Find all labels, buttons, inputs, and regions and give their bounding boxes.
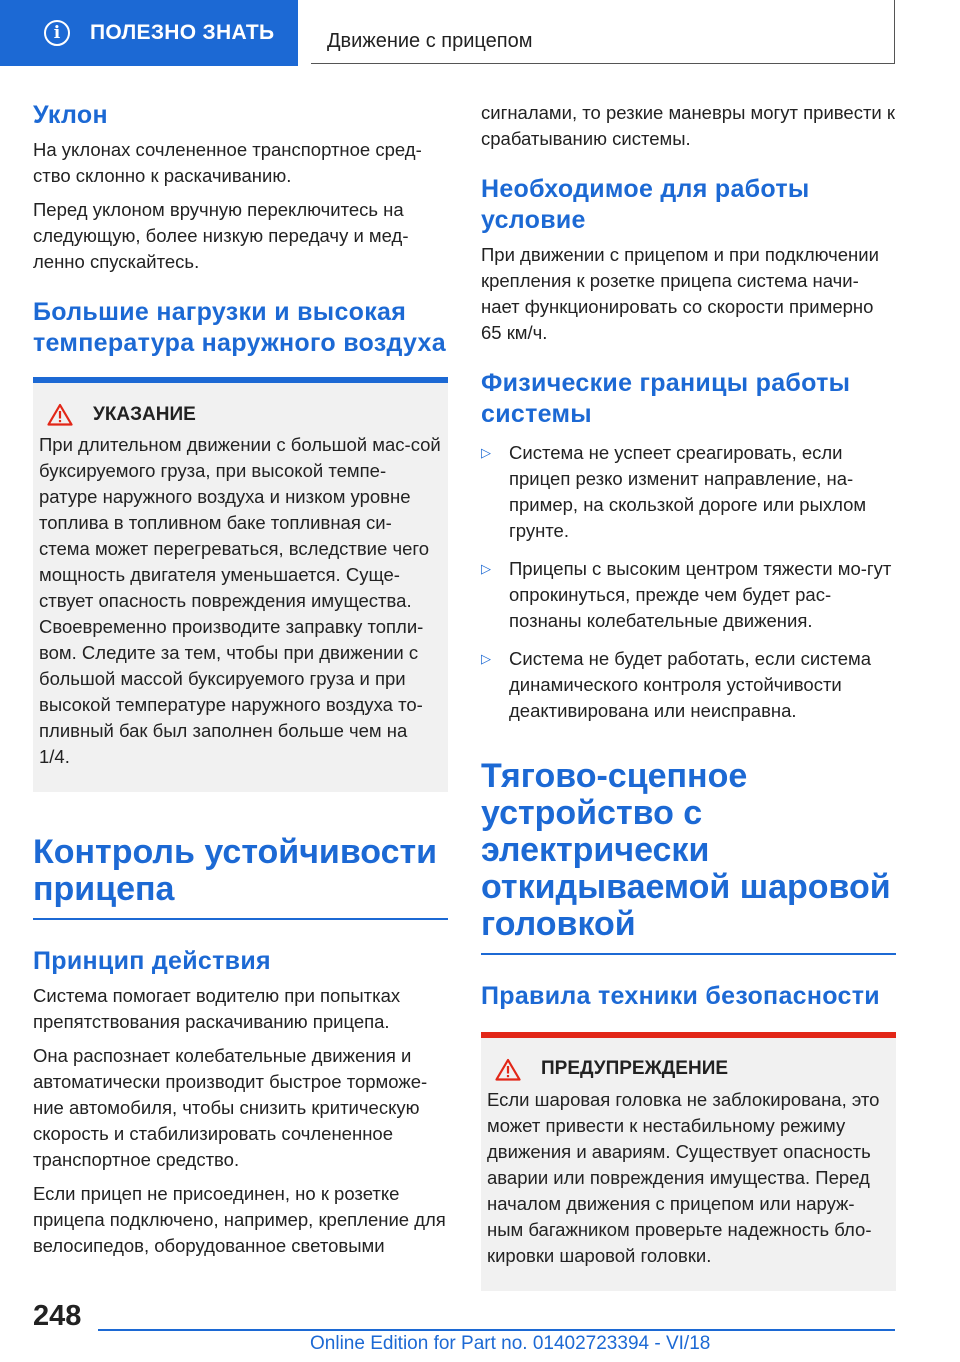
list-item <box>481 440 896 544</box>
left-column <box>33 100 448 1267</box>
notice-title: УКАЗАНИЕ <box>93 403 196 425</box>
section-title-operating-condition: Необходимое для работы условие <box>481 175 810 234</box>
notice-box <box>33 377 448 792</box>
chapter-title: Движение с прицепом <box>327 30 533 52</box>
notice-text: При длительном движении с большой мас-сой буксируемого груза, при высокой темпе-ратуре наружного воздуха и низком уровне топлива в топливном баке топливная си-стема может перегреваться, вследствие чего мощность двигателя уменьшается. Суще-ствует опасность повреждения имущества. Своевременно производите заправку топли-вом. Следите за тем, чтобы при движении с большой массой буксируемого груза и при высокой температуре наружного воздуха то-пливный бак был заполнен больше чем на 1/4. <box>39 434 441 767</box>
paragraph: При движении с прицепом и при подключении крепления к розетке прицепа система начи-нает функционировать со скорости примерно 65 км/ч. <box>481 244 879 343</box>
footer-divider <box>98 1329 895 1331</box>
paragraph: На уклонах сочлененное транспортное сред-ство склонно к раскачиванию. <box>33 139 422 186</box>
header-section-tab[interactable] <box>0 0 298 66</box>
paragraph: Перед уклоном вручную переключитесь на следующую, более низкую передачу и мед-ленно спускайтесь. <box>33 199 409 272</box>
limits-list <box>481 440 896 724</box>
paragraph: Система помогает водителю при попытках препятствования раскачиванию прицепа. <box>33 984 401 1032</box>
page-number: 248 <box>33 1300 82 1332</box>
heading-divider <box>33 918 448 920</box>
triangle-bullet-icon: ▷ <box>481 445 491 460</box>
notice-header <box>39 403 442 426</box>
section-title-system-limits: Физические границы работы системы <box>481 369 851 428</box>
paragraph: Она распознает колебательные движения и автоматически производит быстрое торможе-ние автомобиля, чтобы снизить критическую скорость и стабилизировать сочлененное транспортное средство. <box>33 1044 428 1170</box>
list-item-text: Прицепы с высоким центром тяжести мо-гут опрокинуться, прежде чем будет рас-познаны колебательные движения. <box>509 558 892 631</box>
section-title-slope: Уклон <box>33 101 108 129</box>
header-title-box <box>311 0 895 64</box>
list-item <box>481 646 896 724</box>
list-item <box>481 556 896 634</box>
section-title-heavy-loads: Большие нагрузки и высокая температура наружного воздуха <box>33 298 446 357</box>
paragraph: сигналами, то резкие маневры могут привести к срабатыванию системы. <box>481 102 895 149</box>
warning-triangle-icon <box>47 403 73 426</box>
list-item-text: Система не будет работать, если система динамического контроля устойчивости деактивирована или неисправна. <box>509 648 871 721</box>
section-title-operating-principle: Принцип действия <box>33 946 271 975</box>
warning-title: ПРЕДУПРЕЖДЕНИЕ <box>541 1058 729 1079</box>
paragraph: Если прицеп не присоединен, но к розетке прицепа подключено, например, крепление для велосипедов, оборудованное световыми <box>33 1182 446 1256</box>
triangle-bullet-icon: ▷ <box>481 651 491 666</box>
chapter-heading-trailer-stability: Контроль устойчивости прицепа <box>33 833 438 908</box>
triangle-bullet-icon: ▷ <box>481 561 491 576</box>
warning-header <box>487 1058 890 1081</box>
heading-divider <box>481 953 896 955</box>
warning-triangle-icon <box>495 1058 521 1081</box>
list-item-text: Система не успеет среагировать, если прицеп резко изменит направление, на-пример, на скользкой дороге или рыхлом грунте. <box>509 442 867 541</box>
header-tab-label: ПОЛЕЗНО ЗНАТЬ <box>90 21 275 44</box>
section-title-safety-rules: Правила техники безопасности <box>481 981 880 1010</box>
footer-edition: Online Edition for Part no. 01402723394 - VI/18 <box>310 1333 711 1354</box>
warning-text: Если шаровая головка не заблокирована, это может привести к нестабильному режиму движения и авариям. Существует опасность аварии или повреждения имущества. Перед началом движения с прицепом или наруж-ным багажником проверьте надежность бло-кировки шаровой головки. <box>487 1088 880 1266</box>
chapter-heading-tow-hitch: Тягово-сцепное устройство с электрически откидываемой шаровой головкой <box>481 757 891 943</box>
info-icon: i <box>44 20 70 46</box>
warning-box <box>481 1032 896 1291</box>
right-column <box>481 100 896 1291</box>
